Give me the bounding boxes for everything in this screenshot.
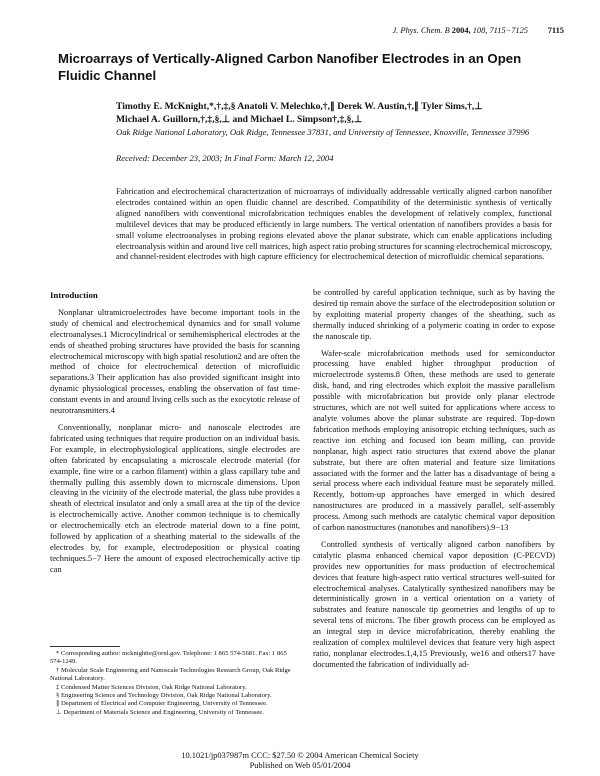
right-column: [313, 288, 555, 677]
footnote-affiliation-3: § Engineering Science and Technology Division, Oak Ridge National Laboratory.: [56, 692, 272, 700]
footnote-affiliation-1: † Molecular Scale Engineering and Nanoscale Technologies Research Group, Oak Ridge National Laboratory.: [50, 666, 291, 683]
running-header: [0, 26, 600, 40]
footnote-rule: [50, 646, 120, 647]
authors-line-1: Timothy E. McKnight,*,†,‡,§ Anatoli V. Melechko,†,∥ Derek W. Austin,†,∥ Tyler Sims,†,⊥: [116, 101, 483, 112]
article-title: Microarrays of Vertically-Aligned Carbon Nanofiber Electrodes in an Open Fluidic Channel: [58, 51, 522, 83]
authors-line-2: Michael A. Guillorn,†,‡,§,⊥ and Michael L. Simpson†,‡,§,⊥: [116, 114, 363, 125]
page-number: 7115: [547, 26, 564, 35]
footnote-affiliation-4: ∥ Department of Electrical and Computer Engineering, University of Tennessee.: [56, 700, 268, 708]
author-list: [116, 100, 556, 126]
footnote-corresponding-author: * Corresponding author: mcknightte@ornl.gov. Telephone: 1 865 574-5681. Fax: 1 865 574-1249.: [50, 650, 287, 666]
footnote-affiliation-5: ⊥ Department of Materials Science and Engineering, University of Tennessee.: [56, 708, 264, 716]
footnotes: [50, 650, 300, 717]
left-column: [50, 290, 300, 582]
right-paragraph-1: be controlled by careful application technique, such as by having the desired tip remain above the surface of the electrodeposition solution or by exploiting material property changes of the sheathing, such as thermally induced shrinking of a polymeric coating in order to expose the nanoscale tip.: [313, 288, 555, 341]
publication-date-line: Published on Web 05/01/2004: [249, 761, 351, 770]
page-footer: [0, 751, 600, 771]
affiliation: Oak Ridge National Laboratory, Oak Ridge, Tennessee 37831, and University of Tennessee, Knoxville, Tennessee 37996: [116, 127, 530, 137]
received-dates: Received: December 23, 2003; In Final Form: March 12, 2004: [116, 153, 334, 163]
intro-paragraph-1: Nonplanar ultramicroelectrodes have become important tools in the study of chemical and electrochemical dynamics and for small volume electroanalyses.1 Microcylindrical or semihemispherical electrodes at the ends of sheathed probing structures have provided the basis for scanning electrochemical microscopy with high spatial resolution2 and are often the method of choice for electrochemical detection of microfluidic separations.3 Their application has also provided significant insight into dynamic physiological processes, enabling the observation of fast time-constant events in and around living cells such as the exocytotic release of neurotransmitters.4: [50, 307, 301, 416]
volume-pages: 108, 7115−7125: [472, 26, 528, 35]
intro-paragraph-2: Conventionally, nonplanar micro- and nanoscale electrodes are fabricated using techniques that require production on an individual basis. For example, in electrophysiological applications, single electrodes are often fabricated by encapsulating a microscale electrode material (for example, fine wire or a carbon filament) within a glass capillary tube and thermally pulling this assembly down to microscale dimensions. Upon cleaving in the vicinity of the electrode material, the glass tube provides a sheath of electrical insulator and only a small area at the tip of the device is electrochemically active. Another common technique is to chemically or electrochemically etch an electrode material down to a fine point, followed by application of a sheathing material to the sidewalls of the electrodes by, for example, electrodeposition or physical coating techniques.5−7 Here the amount of exposed electrochemically active tip can: [50, 422, 300, 574]
right-paragraph-2: Wafer-scale microfabrication methods used for semiconductor processing have enabled higher throughput production of microelectrode systems.8 Often, these methods are used to generate disk, band, and ring electrodes which exploit the massive parallelism possible with microfabrication but provide only planar electrode structures, which are not well suited for applications where access to analyte volumes above the planar substrate are required. Top-down fabrication methods employing anisotropic etching techniques, such as reactive ion etching and focused ion beam milling, can provide nonplanar, high aspect ratio structures that extend above the planar substrate, but there are often material and feature size limitations associated with the former and the latter has a disadvantage of being a serial process where each individual feature must be separately milled. Recently, bottom-up approaches have emerged in which desired nanostructures are produced in a massively parallel, self-assembly process. Among such methods are catalytic chemical vapor deposition of carbon nanostructures (nanotubes and nanofibers).9−13: [313, 348, 555, 533]
footnote-affiliation-2: ‡ Condensed Matter Sciences Division, Oak Ridge National Laboratory.: [56, 683, 247, 691]
section-title-introduction: Introduction: [50, 290, 98, 300]
right-paragraph-3: Controlled synthesis of vertically aligned carbon nanofibers by catalytic plasma enhanced chemical vapor deposition (C-PECVD) provides new opportunities for mass production of electrochemical devices that feature high-aspect ratio vertical structures well-suited for electrochemical analyses. Catalytically synthesized nanofibers may be deterministically grown in a vertical orientation on a variety of substrates and feature nanoscale tip geometries and lengths of up to several tens of microns. The fiber growth process can be employed as an integral step in device microfabrication, thereby enabling the realization of complex multilevel devices that feature very high aspect ratio, nonplanar electrodes.1,4,15 Previously, we16 and others17 have documented the fabrication of individually ad-: [313, 539, 555, 669]
abstract: Fabrication and electrochemical characterization of microarrays of individually addressable vertically aligned carbon nanofiber electrodes contained within an open fluidic channel are described. Compatibility of the deterministic synthesis of vertically aligned nanofibers with conventional microfabrication techniques enables the development of relatively complex, functional multilevel devices that may be produced efficiently in large numbers. The vertical orientation of nanofibers provides a basis for small volume electroanalyses in probing regions elevated above the planar substrate, which can enable applications including electroanalysis within and around live cell matrices, high aspect ratio probing structures for scanning electrochemical microscopy, and channel-resident electrodes with high capture efficiency for electrochemical detection of microfluidic chemical separations.: [116, 187, 552, 262]
journal-citation: J. Phys. Chem. B 2004, 108, 7115−7125: [392, 26, 528, 35]
journal-year: 2004,: [451, 26, 471, 35]
doi-copyright-line: 10.1021/jp037987m CCC: $27.50 © 2004 American Chemical Society: [181, 751, 419, 760]
